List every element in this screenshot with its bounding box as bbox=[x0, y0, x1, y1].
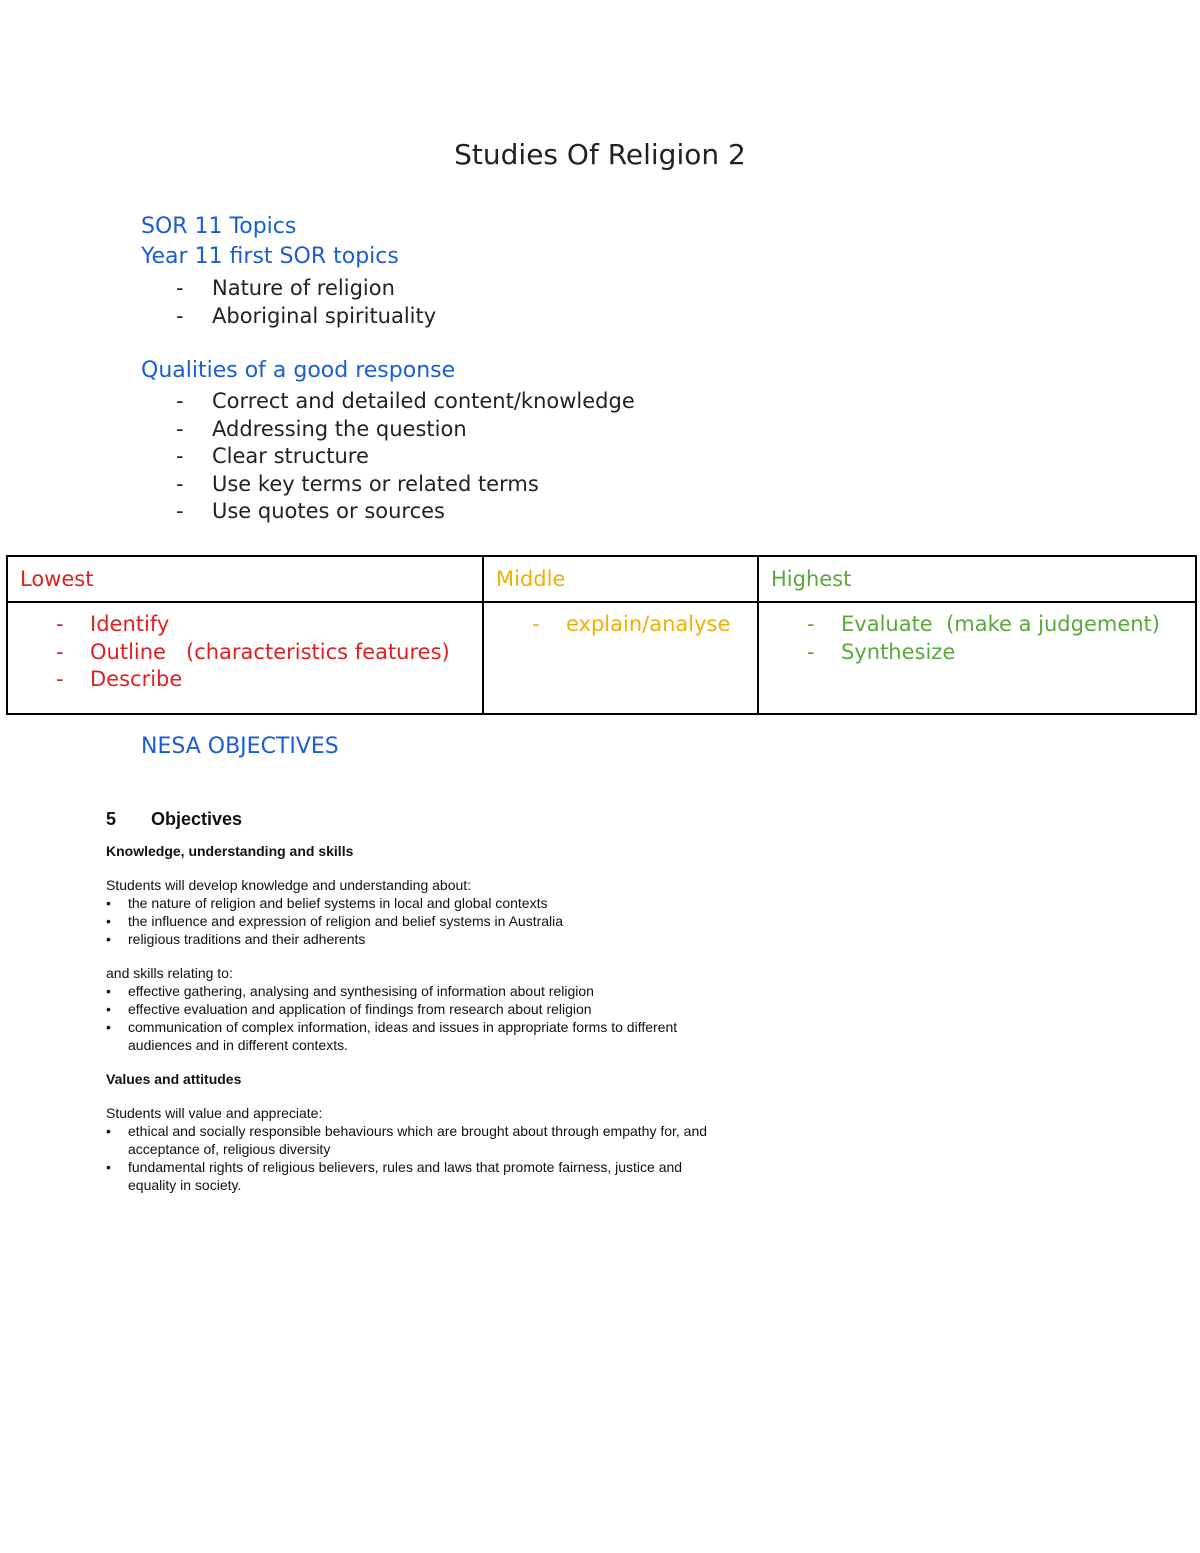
page-title: Studies Of Religion 2 bbox=[454, 138, 746, 171]
ku-intro: Students will develop knowledge and understanding about: bbox=[106, 877, 472, 893]
list-item: - Evaluate (make a judgement) bbox=[807, 612, 1160, 636]
list-item: - Correct and detailed content/knowledge bbox=[176, 389, 635, 413]
topics-subheading: Year 11 first SOR topics bbox=[141, 244, 399, 269]
qualities-list bbox=[176, 388, 635, 526]
list-item: - Clear structure bbox=[176, 444, 369, 469]
list-item: • communication of complex information, ideas and issues in appropriate forms to different audiences and in different contexts. bbox=[106, 1018, 726, 1054]
va-heading: Values and attitudes bbox=[106, 1071, 242, 1087]
skills-list bbox=[106, 982, 726, 1054]
va-list bbox=[106, 1122, 726, 1194]
objectives-heading: 5 Objectives bbox=[106, 809, 243, 829]
list-item: - Use key terms or related terms bbox=[176, 471, 539, 496]
list-item: • effective gathering, analysing and synthesising of information about religion bbox=[106, 982, 726, 1000]
list-item: - Addressing the question bbox=[176, 416, 467, 441]
lowest-header: Lowest bbox=[7, 556, 483, 602]
topics-heading: SOR 11 Topics bbox=[141, 214, 297, 239]
objectives-excerpt bbox=[106, 806, 726, 1194]
list-item: - Identify bbox=[56, 612, 170, 636]
ku-list bbox=[106, 894, 726, 948]
nesa-heading: NESA OBJECTIVES bbox=[141, 734, 339, 759]
va-intro: Students will value and appreciate: bbox=[106, 1105, 323, 1121]
list-item: • the influence and expression of religion and belief systems in Australia bbox=[106, 912, 726, 930]
middle-header: Middle bbox=[483, 556, 758, 602]
ku-heading: Knowledge, understanding and skills bbox=[106, 843, 354, 859]
list-item: - explain/analyse bbox=[532, 612, 731, 636]
middle-cell bbox=[483, 602, 758, 714]
skills-intro: and skills relating to: bbox=[106, 965, 233, 981]
topics-list bbox=[176, 275, 436, 330]
levels-table bbox=[6, 555, 1197, 715]
list-item: - Describe bbox=[56, 667, 183, 691]
highest-header: Highest bbox=[758, 556, 1196, 602]
lowest-cell bbox=[7, 602, 483, 714]
list-item: - Nature of religion bbox=[176, 276, 395, 300]
list-item: • effective evaluation and application of findings from research about religion bbox=[106, 1000, 726, 1018]
list-item: - Synthesize bbox=[807, 639, 956, 664]
list-item: - Aboriginal spirituality bbox=[176, 303, 437, 328]
list-item: - Use quotes or sources bbox=[176, 499, 445, 524]
qualities-heading: Qualities of a good response bbox=[141, 358, 456, 383]
list-item: • the nature of religion and belief systems in local and global contexts bbox=[106, 894, 726, 912]
highest-cell bbox=[758, 602, 1196, 714]
list-item: - Outline (characteristics features) bbox=[56, 639, 450, 664]
list-item: • ethical and socially responsible behaviours which are brought about through empathy for, and acceptance of, religious diversity bbox=[106, 1122, 726, 1158]
list-item: • fundamental rights of religious believers, rules and laws that promote fairness, justice and equality in society. bbox=[106, 1158, 726, 1194]
list-item: • religious traditions and their adherents bbox=[106, 930, 726, 948]
